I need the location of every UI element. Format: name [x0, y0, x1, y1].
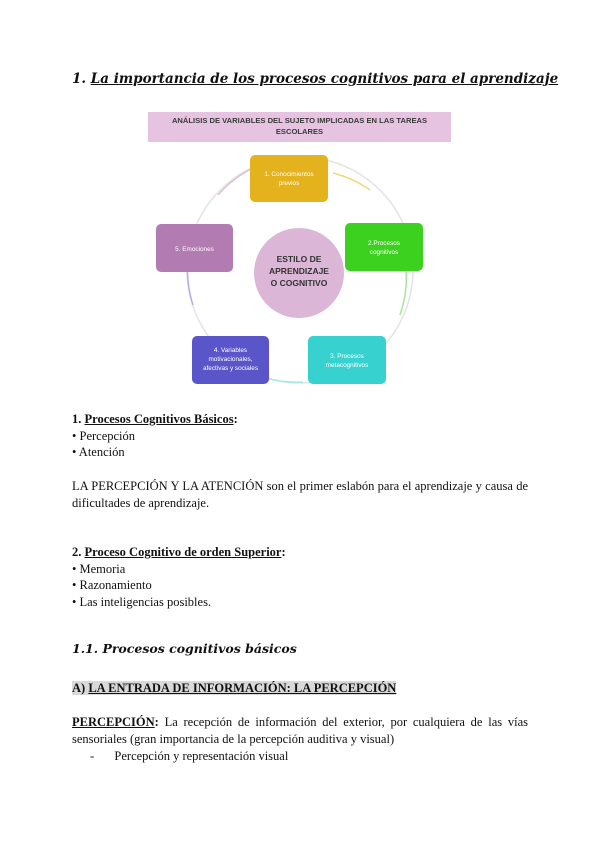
- node2-line1: 2.Procesos: [368, 240, 400, 247]
- cycle-arc-2: [400, 270, 406, 315]
- node4-line3: afectivas y sociales: [202, 365, 259, 372]
- node4-line2: motivacionales,: [208, 356, 253, 363]
- node3-line1: 3. Procesos: [330, 353, 364, 360]
- list-item: • Razonamiento: [72, 578, 152, 592]
- percepcion-line2: sensoriales (gran importancia de la percepción auditiva y visual): [72, 731, 395, 746]
- section1-paragraph: [72, 478, 528, 511]
- node3-line2: metacognitivos: [325, 362, 369, 369]
- node-procesos-cognitivos: [345, 223, 423, 271]
- section2-colon: :: [281, 545, 286, 559]
- center-line3: O COGNITIVO: [270, 278, 328, 288]
- percepcion-line1: [72, 714, 528, 731]
- section-heading: [72, 71, 558, 87]
- section2-title: [72, 544, 286, 561]
- section1-colon: :: [233, 412, 238, 426]
- list-item: [90, 748, 288, 765]
- node2-line2: cognitivos: [369, 249, 399, 256]
- section1-title: [72, 411, 238, 428]
- node-variables-motivacionales: [192, 336, 269, 384]
- subheading-prefix: A): [72, 681, 86, 695]
- cycle-arc-5: [218, 169, 251, 195]
- subheading-percepcion: [72, 680, 396, 697]
- percepcion-paragraph: [72, 714, 528, 747]
- bullet-dash: -: [90, 749, 95, 763]
- subsection-heading: 1.1. Procesos cognitivos básicos: [72, 641, 297, 656]
- node5-line1: 5. Emociones: [175, 246, 214, 253]
- paragraph-line2: dificultades de aprendizaje.: [72, 495, 210, 510]
- list-item: • Atención: [72, 445, 125, 459]
- list-item: • Memoria: [72, 562, 126, 576]
- list-item: • Las inteligencias posibles.: [72, 595, 212, 609]
- node1-line2: previos: [278, 180, 300, 187]
- subheading-text: LA ENTRADA DE INFORMACIÓN: LA PERCEPCIÓN: [88, 681, 397, 695]
- heading-text: La importancia de los procesos cognitivos para el aprendizaje: [90, 71, 559, 87]
- cycle-arc-1: [333, 173, 370, 190]
- diagram-title-line2: ESCOLARES: [275, 127, 324, 136]
- section2-number: 2.: [72, 545, 82, 559]
- section1-number: 1.: [72, 412, 82, 426]
- node-emociones: [156, 224, 233, 272]
- center-line1: ESTILO DE: [276, 254, 322, 264]
- node-conocimientos-previos: [250, 155, 328, 202]
- list-item: • Percepción: [72, 429, 136, 443]
- section2-title-text: Proceso Cognitivo de orden Superior: [84, 545, 282, 559]
- node-procesos-metacognitivos: [308, 336, 386, 384]
- percepcion-colon: :: [154, 715, 159, 729]
- diagram-title-line1: ANÁLISIS DE VARIABLES DEL SUJETO IMPLICADAS EN LAS TAREAS: [171, 116, 428, 125]
- node1-line1: 1. Conocimientos: [264, 171, 314, 178]
- bullet-text: Percepción y representación visual: [114, 749, 289, 763]
- percepcion-term: PERCEPCIÓN: [72, 715, 155, 729]
- center-line2: APRENDIZAJE: [269, 266, 329, 276]
- paragraph-line1: LA PERCEPCIÓN Y LA ATENCIÓN son el primer eslabón para el aprendizaje y causa de: [72, 479, 528, 493]
- cognitive-variables-diagram: [148, 110, 453, 395]
- percepcion-line1-text: La recepción de información del exterior, por cualquiera de las vías: [164, 715, 528, 729]
- heading-number: 1.: [72, 71, 87, 87]
- node4-line1: 4. Variables: [213, 347, 248, 354]
- section1-title-text: Procesos Cognitivos Básicos: [84, 412, 234, 426]
